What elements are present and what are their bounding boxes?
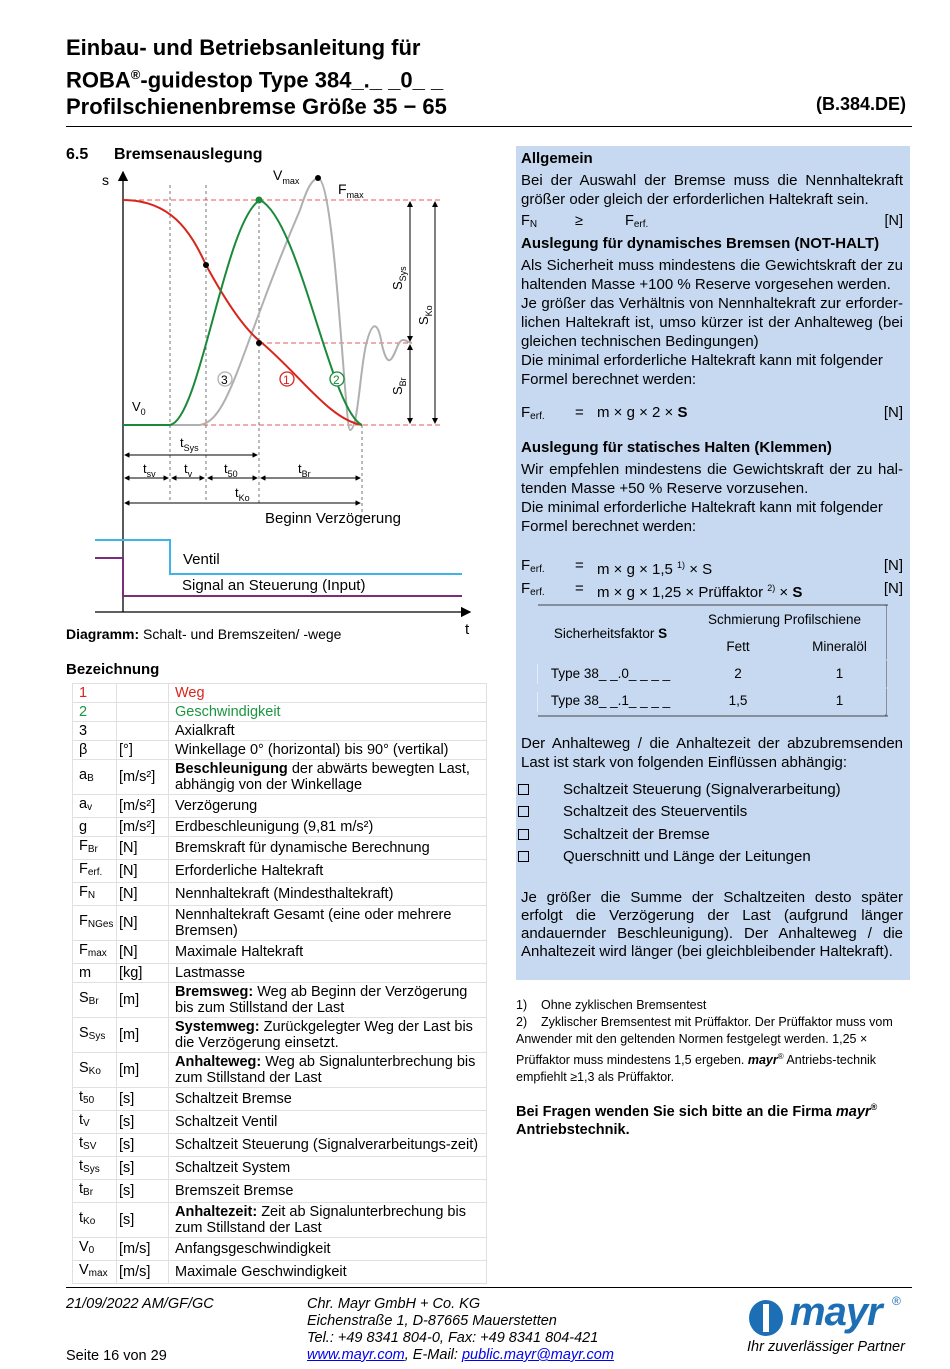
stat-text-2: Die minimal erforderliche Haltekraft kann mit folgender Formel berechnet werden: xyxy=(521,499,883,535)
fmax-point xyxy=(315,175,321,181)
sf-row: Type 38_ _.1_ _ _ _ 1,5 1 xyxy=(550,693,844,708)
ventil-label: Ventil xyxy=(183,551,220,568)
legend-row xyxy=(73,1261,487,1284)
legend-unit: [m] xyxy=(117,983,169,1018)
legend-unit: [m] xyxy=(117,1018,169,1053)
list-item: Schaltzeit Steuerung (Signalverarbeitung) xyxy=(516,778,906,801)
legend-unit: [N] xyxy=(117,837,169,860)
legend-symbol: $t_{SV}$ xyxy=(73,1134,117,1157)
legend-unit: [m/s²] xyxy=(117,795,169,818)
dyn-text-2: Je größer das Verhältnis von Nennhaltekraft zur erforder-lichen Haltekraft ist, umso kürzer ist der Anhalteweg (bei gleichen technischen Bedingungen) xyxy=(521,295,903,350)
legend-description: Bremszeit Bremse xyxy=(169,1180,487,1203)
legend-description: Schaltzeit System xyxy=(169,1157,487,1180)
registered-mark: ® xyxy=(130,67,141,82)
sf-group-header: Schmierung Profilschiene xyxy=(707,612,862,627)
legend-description: Schaltzeit Steuerung (Signalverarbeitungs-zeit) xyxy=(169,1134,487,1157)
legend-description: Erdbeschleunigung (9,81 m/s²) xyxy=(169,818,487,837)
footer-street: Eichenstraße 1, D-87665 Mauerstetten xyxy=(307,1313,557,1329)
legend-unit: [kg] xyxy=(117,964,169,983)
tsys-label: $t_{Sys}$ xyxy=(180,435,199,453)
formula-fn: $F_N$ ≥ $F_{erf.}$ [N] xyxy=(521,213,903,230)
legend-symbol: 2 xyxy=(73,703,117,722)
stat-text-1: Wir empfehlen mindestens die Gewichtskraft der zu hal-tenden Masse +50 % Reserve vorzusehen. xyxy=(521,461,903,497)
legend-unit: [m] xyxy=(117,1053,169,1088)
title-line-3: Profilschienenbremse Größe 35 − 65 xyxy=(66,94,447,120)
formula-stat-2: $F_{erf.}$ = m × g × 1,25 × Prüffaktor $^{2)}$ × S [N] xyxy=(521,580,903,601)
legend-unit: [m/s²] xyxy=(117,818,169,837)
legend-symbol: $F_{max}$ xyxy=(73,941,117,964)
list-item: Schaltzeit der Bremse xyxy=(516,823,906,846)
slogan: Ihr zuverlässiger Partner xyxy=(747,1339,905,1355)
legend-symbol: $t_{50}$ xyxy=(73,1088,117,1111)
legend-symbol: $t_{Sys}$ xyxy=(73,1157,117,1180)
legend-unit: [s] xyxy=(117,1088,169,1111)
einfluesse-text: Der Anhalteweg / die Anhaltezeit der abzubremsenden Last ist stark von folgenden Einflüssen abhängig: xyxy=(521,735,903,771)
t50-label: $t_{50}$ xyxy=(224,461,238,479)
allgemein-text: Bei der Auswahl der Bremse muss die Nennhaltekraft größer oder gleich der erforderlichen Haltekraft sein. xyxy=(521,172,903,208)
legend-description: Anhalteweg: Weg ab Signalunterbrechung bis zum Stillstand der Last xyxy=(169,1053,487,1088)
ssys-label: $S_{Sys}$ xyxy=(390,266,408,290)
legend-row xyxy=(73,818,487,837)
sf-sub-fett: Fett xyxy=(726,639,750,654)
legend-symbol: β xyxy=(73,741,117,760)
legend-row xyxy=(73,1180,487,1203)
document-id: (B.384.DE) xyxy=(815,94,906,114)
legend-symbol: 3 xyxy=(73,722,117,741)
legend-row xyxy=(73,1053,487,1088)
legend-symbol: 1 xyxy=(73,684,117,703)
legend-symbol: $V_0$ xyxy=(73,1238,117,1261)
legend-unit: [s] xyxy=(117,1111,169,1134)
legend-unit: [s] xyxy=(117,1180,169,1203)
footer-tel: Tel.: +49 8341 804-0, Fax: +49 8341 804-421 xyxy=(307,1330,599,1346)
mayr-logo-icon xyxy=(746,1298,786,1338)
formula-dyn: $F_{erf.}$ = m × g × 2 × S [N] xyxy=(521,404,903,422)
legend-symbol: $V_{max}$ xyxy=(73,1261,117,1284)
legend-symbol: $a_v$ xyxy=(73,795,117,818)
legend-description: Beschleunigung der abwärts bewegten Last, abhängig von der Winkellage xyxy=(169,760,487,795)
sf-sub-mineral: Mineralöl xyxy=(812,639,867,654)
legend-unit: [s] xyxy=(117,1157,169,1180)
legend-description: Weg xyxy=(169,684,487,703)
legend-symbol: $t_V$ xyxy=(73,1111,117,1134)
legend-row xyxy=(73,1157,487,1180)
footnote-1: 1) Ohne zyklischen Bremsentest xyxy=(516,998,707,1012)
mayr-logo: mayr ® xyxy=(746,1292,912,1340)
sf-header: Sicherheitsfaktor S xyxy=(553,625,668,641)
legend-symbol: $t_{Ko}$ xyxy=(73,1203,117,1238)
legend-row xyxy=(73,1018,487,1053)
legend-row xyxy=(73,860,487,883)
curve-tag-3: 3 xyxy=(221,373,228,387)
legend-description: Maximale Geschwindigkeit xyxy=(169,1261,487,1284)
legend-row xyxy=(73,722,487,741)
legend-unit: [N] xyxy=(117,906,169,941)
legend-symbol: $a_B$ xyxy=(73,760,117,795)
checkbox-icon xyxy=(518,851,529,862)
legend-table xyxy=(72,683,487,1284)
section-title xyxy=(66,146,262,164)
formula-stat-1: $F_{erf.}$ = m × g × 1,5 $^{1)}$ × S [N] xyxy=(521,557,903,578)
contact-note: Bei Fragen wenden Sie sich bitte an die Firma mayr® Antriebstechnik. xyxy=(516,1102,878,1138)
sbr-point xyxy=(256,340,262,346)
email-link[interactable]: public.mayr@mayr.com xyxy=(461,1347,614,1363)
legend-description: Anfangsgeschwindigkeit xyxy=(169,1238,487,1261)
legend-description: Schaltzeit Ventil xyxy=(169,1111,487,1134)
legend-description: Winkellage 0° (horizontal) bis 90° (vertikal) xyxy=(169,741,487,760)
legend-unit: [°] xyxy=(117,741,169,760)
tko-label: $t_{Ko}$ xyxy=(235,485,250,503)
title-line-2a: ROBA xyxy=(66,67,131,93)
legend-unit xyxy=(117,684,169,703)
checkbox-icon xyxy=(518,829,529,840)
legend-description: Lastmasse xyxy=(169,964,487,983)
footer-divider xyxy=(66,1287,912,1288)
legend-description: Erforderliche Haltekraft xyxy=(169,860,487,883)
footer-date: 21/09/2022 AM/GF/GC xyxy=(66,1296,214,1312)
legend-description: Anhaltezeit: Zeit ab Signalunterbrechung bis zum Stillstand der Last xyxy=(169,1203,487,1238)
legend-description: Schaltzeit Bremse xyxy=(169,1088,487,1111)
legend-description: Maximale Haltekraft xyxy=(169,941,487,964)
dyn-text-3: Die minimal erforderliche Haltekraft kann mit folgender Formel berechnet werden: xyxy=(521,352,883,388)
influence-list xyxy=(516,778,906,868)
legend-symbol: $S_{Br}$ xyxy=(73,983,117,1018)
v0-label: $V_0$ xyxy=(132,399,146,417)
legend-row xyxy=(73,964,487,983)
curve-tag-2: 2 xyxy=(333,373,340,387)
legend-description: Nennhaltekraft Gesamt (eine oder mehrere Bremsen) xyxy=(169,906,487,941)
final-text: Je größer die Summe der Schaltzeiten desto später erfolgt die Verzögerung der Last (aufgrund länger andauernder Beschleunigung). Der Anhalteweg / die Anhaltezeit wird länger (bei gleichbleibender Haltekraft). xyxy=(521,889,903,960)
legend-unit: [m/s²] xyxy=(117,760,169,795)
tsv-label: $t_{sv}$ xyxy=(143,461,156,479)
legend-row xyxy=(73,795,487,818)
footer-page: Seite 16 von 29 xyxy=(66,1348,167,1364)
sbr-label: $S_{Br}$ xyxy=(390,377,408,395)
dyn-text-1: Als Sicherheit muss mindestens die Gewichtskraft der zu haltenden Masse +100 % Reserve vorgesehen werden. xyxy=(521,257,903,293)
stat-heading: Auslegung für statisches Halten (Klemmen) xyxy=(521,439,832,456)
legend-symbol: m xyxy=(73,964,117,983)
legend-row xyxy=(73,741,487,760)
footnotes xyxy=(516,997,906,1086)
legend-description: Nennhaltekraft (Mindesthaltekraft) xyxy=(169,883,487,906)
legend-row xyxy=(73,1238,487,1261)
document-title xyxy=(66,34,447,120)
sf-row: Type 38_ _.0_ _ _ _ 2 1 xyxy=(550,666,844,681)
legend-symbol: g xyxy=(73,818,117,837)
legend-symbol: $F_{NGes}$ xyxy=(73,906,117,941)
s-axis-label: s xyxy=(102,172,109,188)
legend-description: Bremsweg: Weg ab Beginn der Verzögerung bis zum Stillstand der Last xyxy=(169,983,487,1018)
section-name: Bremsenauslegung xyxy=(114,146,263,163)
fmax-label: $F_{max}$ xyxy=(338,181,364,200)
vmax-label: $V_{max}$ xyxy=(273,167,300,186)
legend-unit: [m/s] xyxy=(117,1238,169,1261)
safety-factor-table xyxy=(538,606,886,714)
legend-row xyxy=(73,1111,487,1134)
allgemein-heading: Allgemein xyxy=(521,150,593,167)
legend-unit: [N] xyxy=(117,860,169,883)
legend-symbol: $F_N$ xyxy=(73,883,117,906)
legend-description: Geschwindigkeit xyxy=(169,703,487,722)
legend-unit: [N] xyxy=(117,941,169,964)
vmax-point xyxy=(256,197,263,204)
checkbox-icon xyxy=(518,806,529,817)
title-line-2b: -guidestop Type 384_._ _0_ _ xyxy=(140,67,444,93)
legend-description: Axialkraft xyxy=(169,722,487,741)
legend-row xyxy=(73,703,487,722)
legend-title: Bezeichnung xyxy=(66,661,160,678)
legend-row xyxy=(73,1203,487,1238)
tv-label: $t_v$ xyxy=(184,461,193,479)
legend-unit xyxy=(117,722,169,741)
legend-unit xyxy=(117,703,169,722)
footer-company: Chr. Mayr GmbH + Co. KG xyxy=(307,1296,481,1312)
legend-symbol: $t_{Br}$ xyxy=(73,1180,117,1203)
legend-row xyxy=(73,1088,487,1111)
dyn-heading: Auslegung für dynamisches Bremsen (NOT-HALT) xyxy=(521,235,880,252)
tbr-label: $t_{Br}$ xyxy=(298,461,311,479)
checkbox-icon xyxy=(518,784,529,795)
footer-address-block: Chr. Mayr GmbH + Co. KG Eichenstraße 1, D-87665 Mauerstetten Tel.: +49 8341 804-0, Fax: +49 8341 804-421 www.mayr.com, E-Mail: public.mayr@mayr.com xyxy=(307,1296,614,1363)
t50-point xyxy=(203,262,209,268)
ventil-signal xyxy=(95,540,462,574)
legend-unit: [m/s] xyxy=(117,1261,169,1284)
title-line-1: Einbau- und Betriebsanleitung für xyxy=(66,35,421,60)
legend-row xyxy=(73,1134,487,1157)
curve-tag-1: 1 xyxy=(283,373,290,387)
legend-row xyxy=(73,906,487,941)
beginn-verzoegerung-label: Beginn Verzögerung xyxy=(265,510,401,527)
t-axis-label: t xyxy=(465,621,470,638)
signal-label: Signal an Steuerung (Input) xyxy=(182,577,366,594)
legend-description: Systemweg: Zurückgelegter Weg der Last bis die Verzögerung einsetzt. xyxy=(169,1018,487,1053)
diagram-caption: Diagramm: Schalt- und Bremszeiten/ -wege xyxy=(66,626,342,642)
legend-row xyxy=(73,941,487,964)
legend-unit: [s] xyxy=(117,1134,169,1157)
velocity-curve xyxy=(123,200,362,425)
legend-row xyxy=(73,684,487,703)
design-panel xyxy=(516,146,910,980)
path-curve xyxy=(123,200,362,425)
axial-force-curve xyxy=(123,178,412,430)
footnote-2: 2) Zyklischer Bremsentest mit Prüffaktor. Der Prüffaktor muss vom Anwender mit den geltenden Normen festgelegt werden. 1,25 × Prüffaktor muss mindestens 1,5 ergeben. mayr® Antriebs-technik empfiehlt ≥1,3 als Prüffaktor. xyxy=(516,1015,896,1085)
legend-unit: [s] xyxy=(117,1203,169,1238)
legend-symbol: $F_{Br}$ xyxy=(73,837,117,860)
section-number: 6.5 xyxy=(66,146,89,163)
legend-symbol: $S_{Sys}$ xyxy=(73,1018,117,1053)
legend-row xyxy=(73,983,487,1018)
mayr-logo-text: mayr xyxy=(790,1290,882,1334)
legend-description: Bremskraft für dynamische Berechnung xyxy=(169,837,487,860)
website-link[interactable]: www.mayr.com xyxy=(307,1347,405,1363)
legend-symbol: $F_{erf.}$ xyxy=(73,860,117,883)
legend-row xyxy=(73,837,487,860)
list-item: Querschnitt und Länge der Leitungen xyxy=(516,846,906,869)
legend-row xyxy=(73,883,487,906)
header-divider xyxy=(66,126,912,127)
legend-unit: [N] xyxy=(117,883,169,906)
legend-description: Verzögerung xyxy=(169,795,487,818)
legend-symbol: $S_{Ko}$ xyxy=(73,1053,117,1088)
sko-label: $S_{Ko}$ xyxy=(416,305,434,325)
time-markers xyxy=(170,185,362,520)
list-item: Schaltzeit des Steuerventils xyxy=(516,801,906,824)
legend-row xyxy=(73,760,487,795)
